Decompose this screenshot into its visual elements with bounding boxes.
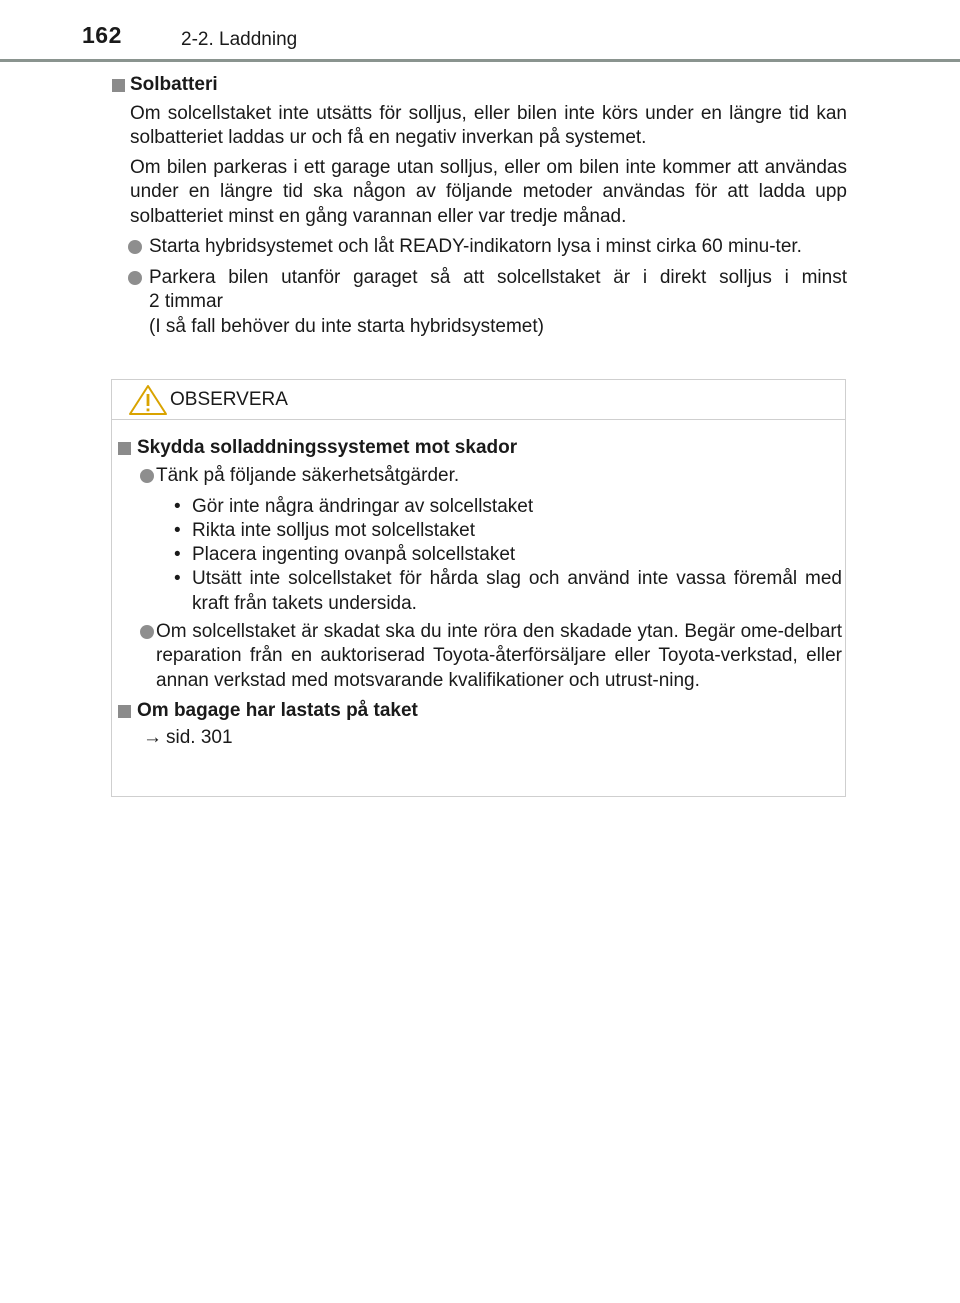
solar-bullet-2-line-1: Parkera bilen utanför garaget så att solcellstaket är i direkt solljus i minst [149, 266, 847, 288]
caution-header [112, 380, 845, 420]
caution-bullet-1-text: Tänk på följande säkerhetsåtgärder. [156, 465, 460, 487]
solar-bullet-1-text: Starta hybridsystemet och låt READY-indikatorn lysa i minst cirka 60 minu-ter. [149, 236, 802, 257]
circle-bullet-icon [140, 625, 154, 639]
precaution-list [174, 495, 842, 616]
solar-bullet-1 [149, 235, 847, 260]
caution-section-1-heading-text: Skydda solladdningssystemet mot skador [137, 437, 518, 458]
caution-section-2-heading-text: Om bagage har lastats på taket [137, 699, 418, 721]
solar-heading [112, 73, 847, 98]
list-item-text: Utsätt inte solcellstaket för hårda slag och använd inte vassa föremål med kraft från takets undersida. [192, 568, 842, 614]
dot-bullet-icon: • [174, 544, 181, 566]
square-bullet-icon [118, 442, 131, 455]
solar-bullet-2-line-2: 2 timmar [149, 291, 223, 312]
list-item-text: Gör inte några ändringar av solcellstaket [192, 495, 534, 517]
caution-box [111, 379, 846, 797]
list-item [174, 567, 842, 616]
page-header [0, 0, 960, 62]
circle-bullet-icon [140, 469, 154, 483]
header-divider [0, 59, 960, 62]
caution-bullet-1 [156, 464, 842, 488]
caution-bullet-2-text: Om solcellstaket är skadat ska du inte röra den skadade ytan. Begär ome-delbart reparation från en auktoriserad Toyota-återförsäljare eller Toyota-verkstad, eller annan verkstad med motsvarande kvalifikationer och utrust-ning. [156, 621, 842, 691]
list-item [174, 495, 842, 519]
page-reference[interactable] [143, 726, 842, 750]
dot-bullet-icon: • [174, 568, 181, 590]
main-content [112, 73, 847, 339]
arrow-right-icon: → [143, 727, 162, 749]
caution-body [118, 436, 842, 751]
list-item-text: Rikta inte solljus mot solcellstaket [192, 519, 475, 541]
dot-bullet-icon: • [174, 495, 181, 517]
square-bullet-icon [112, 79, 125, 92]
warning-triangle-icon [128, 384, 168, 416]
solar-bullet-2 [149, 266, 847, 340]
list-item [174, 543, 842, 567]
caution-bullet-2 [156, 620, 842, 693]
solar-paragraph-2: Om bilen parkeras i ett garage utan solljus, eller om bilen inte kommer att användas under en längre tid ska någon av följande metoder användas för att ladda upp solbatteriet minst en gång varannan eller var tredje månad. [130, 156, 847, 227]
dot-bullet-icon: • [174, 519, 181, 541]
circle-bullet-icon [128, 240, 142, 254]
list-item-text: Placera ingenting ovanpå solcellstaket [192, 544, 516, 566]
square-bullet-icon [118, 705, 131, 718]
solar-heading-text: Solbatteri [130, 74, 218, 95]
circle-bullet-icon [128, 271, 142, 285]
caution-section-2-heading [118, 699, 842, 723]
caution-section-1-heading [118, 436, 842, 460]
caution-title: OBSERVERA [170, 389, 288, 410]
section-title: 2-2. Laddning [181, 29, 298, 50]
page-number: 162 [82, 22, 122, 48]
page-reference-text[interactable]: sid. 301 [166, 727, 233, 749]
list-item [174, 519, 842, 543]
solar-bullet-2-line-3: (I så fall behöver du inte starta hybridsystemet) [149, 315, 544, 337]
solar-paragraph-1: Om solcellstaket inte utsätts för solljus, eller bilen inte körs under en längre tid kan solbatteriet laddas ur och få en negativ inverkan på systemet. [130, 102, 847, 148]
